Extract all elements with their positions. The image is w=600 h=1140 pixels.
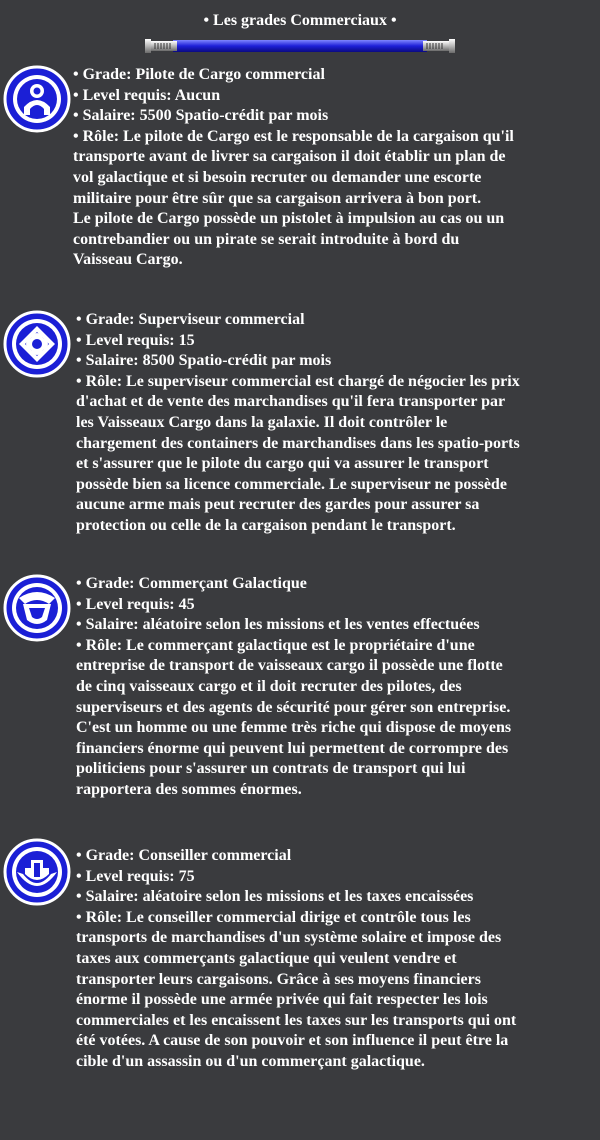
merchant-insignia-icon — [3, 574, 71, 642]
grade-description: • Grade: Superviseur commercial • Level requis: 15 • Salaire: 8500 Spatio-crédit par mois • Rôle: Le superviseur commercial est chargé de négocier les prix d'achat et de vente des marchandises qu'il fera transporter par les Vaisseaux Cargo dans la galaxie. Il doit contrôler le chargement des containers de marchandises dans les spatio-ports et s'assurer que le pilote du cargo qui va assurer le transport possède bien sa licence commerciale. Le superviseur ne possède aucune arme mais peut recruter des gardes pour assurer sa protection ou celle de la cargaison pendant le transport. — [76, 311, 520, 534]
page-title: • Les grades Commerciaux • — [203, 12, 397, 29]
cargo-pilot-insignia-icon — [3, 65, 71, 133]
grade-description: • Grade: Conseiller commercial • Level requis: 75 • Salaire: aléatoire selon les missions et les taxes encaissées • Rôle: Le conseiller commercial dirige et contrôle tous les transports de marchandises d'un système solaire et impose des taxes aux commerçants galactique qui veulent vendre et transporter leurs cargaisons. Grâce à ses moyens financiers énorme il possède une armée privée qui fait respecter les lois commerciales et les encaissent les taxes sur les transports qui ont été votées. A cause de son pouvoir et son influence il peut être la cible d'un assassin ou d'un commerçant galactique. — [76, 847, 517, 1070]
grade-description: • Grade: Pilote de Cargo commercial • Level requis: Aucun • Salaire: 5500 Spatio-crédit par mois • Rôle: Le pilote de Cargo est le responsable de la cargaison qu'il transporte avant de livrer sa cargaison il doit établir un plan de vol galactique et si besoin recruter ou demander une escorte militaire pour être sûr que sa cargaison arrivera à bon port. Le pilote de Cargo possède un pistolet à impulsion au cas ou un contrebandier ou un pirate se serait introduite à bord du Vaisseau Cargo. — [73, 66, 514, 269]
grade-description: • Grade: Commerçant Galactique • Level requis: 45 • Salaire: aléatoire selon les missions et les ventes effectuées • Rôle: Le commerçant galactique est le propriétaire d'une entreprise de transport de vaisseaux cargo il possède une flotte de cinq vaisseaux cargo et il doit recruter des pilotes, des superviseurs et des agents de sécurité pour gérer son entreprise. C'est un homme ou une femme très riche qui dispose de moyens financiers énorme qui peuvent lui permettent de corrompre des politiciens pour s'assurer un contrats de transport qui lui rapportera des sommes énormes. — [76, 575, 512, 798]
lightsaber-divider-icon — [145, 36, 455, 56]
supervisor-insignia-icon — [3, 310, 71, 378]
counselor-insignia-icon — [3, 838, 71, 906]
